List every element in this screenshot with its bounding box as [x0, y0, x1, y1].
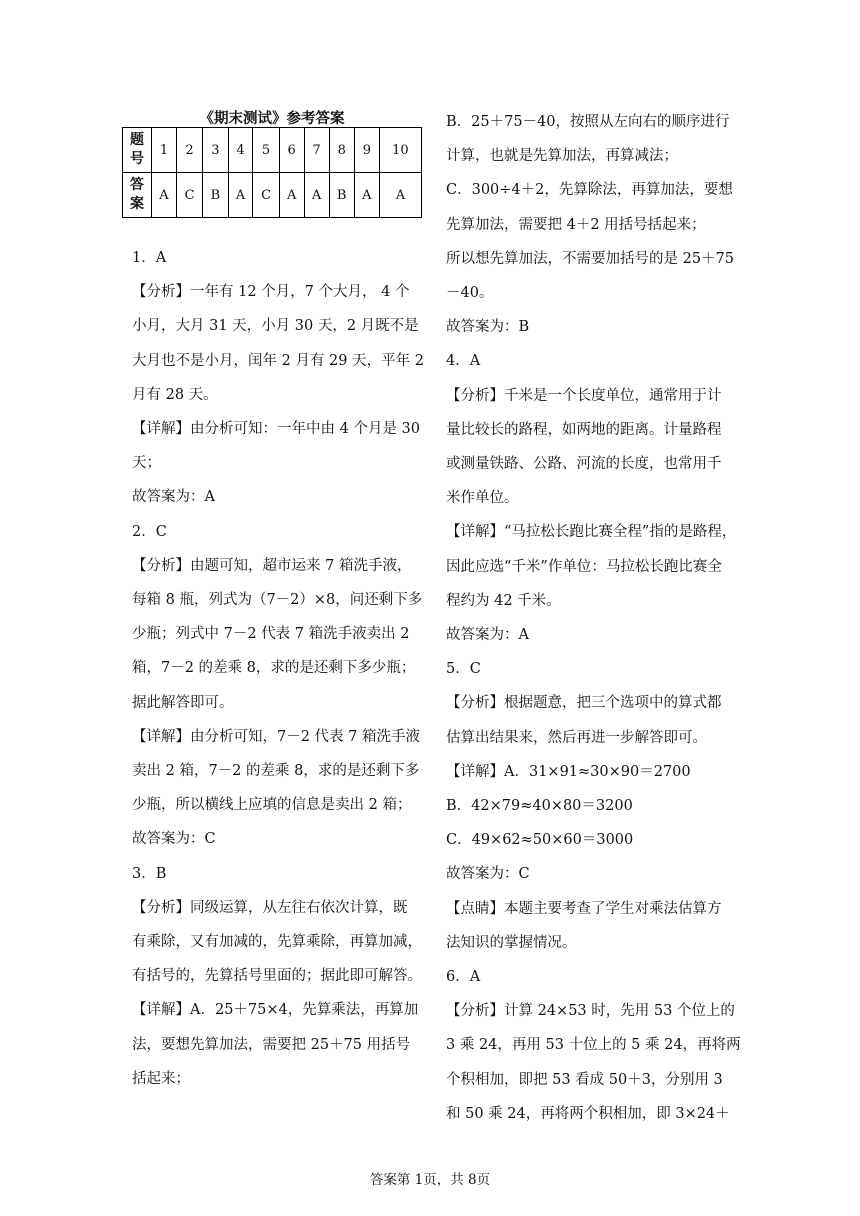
text-line: 【详解】由分析可知：一年中由 4 个月是 30	[132, 421, 421, 437]
text-line: 箱，7－2 的差乘 8，求的是还剩下多少瓶；	[132, 660, 416, 677]
text-line: C．49×62≈50×60＝3000	[446, 832, 634, 849]
text-line: 【分析】一年有 12 个月，7 个大月， 4 个	[132, 284, 410, 301]
text-line: 大月也不是小月，闰年 2 月有 29 天，平年 2	[132, 352, 424, 369]
question-number-cell: 9	[354, 128, 379, 173]
answer-table	[122, 127, 422, 218]
text-line: －40。	[446, 285, 494, 301]
text-line: 故答案为：C	[132, 831, 216, 848]
text-line: 米作单位。	[446, 490, 519, 507]
answer-cell: A	[304, 173, 329, 218]
answer-cell: A	[379, 173, 421, 218]
question-number-cell: 10	[379, 128, 421, 173]
text-line: 和 50 乘 24，再将两个积相加，即 3×24＋	[446, 1105, 730, 1122]
answer-cell: A	[279, 173, 304, 218]
text-line: 先算加法，需要把 4＋2 用括号括起来；	[446, 216, 706, 233]
answer-table-number-row	[123, 128, 422, 173]
answer-cell: A	[354, 173, 379, 218]
text-line: 法知识的掌握情况。	[446, 934, 577, 951]
answer-cell: B	[203, 173, 228, 218]
question-number-cell: 3	[203, 128, 228, 173]
text-line: 5．C	[446, 661, 481, 678]
text-line: 少瓶，所以横线上应填的信息是卖出 2 箱；	[132, 797, 412, 814]
question-number-cell: 5	[253, 128, 279, 173]
text-line: 程约为 42 千米。	[446, 592, 561, 609]
question-number-cell: 7	[304, 128, 329, 173]
text-line: 因此应选“千米”作单位：马拉松长跑比赛全	[446, 558, 722, 575]
text-line: 【分析】同级运算，从左往右依次计算，既	[132, 899, 408, 916]
text-line: 【详解】A．25＋75×4，先算乘法，再算加	[132, 1002, 419, 1019]
text-line: 【分析】计算 24×53 时，先用 53 个位上的	[446, 1003, 735, 1020]
question-number-cell: 2	[176, 128, 202, 173]
text-line: 【详解】A．31×91≈30×90＝2700	[446, 763, 691, 780]
answer-table-header-label: 题 号	[123, 128, 152, 173]
text-line: 2．C	[132, 523, 167, 540]
text-line: 月有 28 天。	[132, 386, 218, 403]
text-line: 所以想先算加法，不需要加括号的是 25＋75	[446, 250, 735, 267]
text-line: 有乘除，又有加减的，先算乘除，再算加减，	[132, 934, 422, 950]
text-line: 估算出结果来，然后再进一步解答即可。	[446, 729, 707, 746]
text-line: 个积相加，即把 53 看成 50＋3，分别用 3	[446, 1071, 723, 1088]
text-line: 【分析】由题可知，超市运来 7 箱洗手液，	[132, 557, 412, 574]
text-line: 有括号的，先算括号里面的；据此即可解答。	[132, 968, 422, 985]
question-number-cell: 4	[228, 128, 253, 173]
question-number-cell: 1	[152, 128, 177, 173]
text-line: 故答案为：A	[446, 627, 529, 643]
text-line: 量比较长的路程，如两地的距离。计量路程	[446, 421, 722, 438]
text-line: B．42×79≈40×80＝3200	[446, 798, 633, 814]
question-number-cell: 8	[329, 128, 354, 173]
text-line: 4．A	[446, 353, 481, 370]
text-line: 故答案为：B	[446, 319, 530, 336]
text-line: 3．B	[132, 865, 167, 882]
text-line: 【点睛】本题主要考查了学生对乘法估算方	[446, 900, 722, 917]
text-line: B．25＋75－40，按照从左向右的顺序进行	[446, 114, 730, 130]
text-line: 法，要想先算加法，需要把 25＋75 用括号	[132, 1036, 411, 1053]
answer-cell: B	[329, 173, 354, 218]
text-line: 【分析】根据题意，把三个选项中的算式都	[446, 695, 722, 712]
text-line: 括起来；	[132, 1070, 190, 1087]
text-line: 【分析】千米是一个长度单位，通常用于计	[446, 387, 722, 404]
page-title: 《期末测试》参考答案	[199, 110, 345, 127]
text-line: 小月，大月 31 天，小月 30 天，2 月既不是	[132, 318, 419, 335]
page-footer: 答案第 1页，共 8页	[369, 1172, 491, 1188]
text-line: 每箱 8 瓶，列式为（7－2）×8，问还剩下多	[132, 592, 423, 608]
text-line: 【详解】“马拉松长跑比赛全程”指的是路程，	[446, 524, 737, 541]
text-line: 或测量铁路、公路、河流的长度，也常用千	[446, 456, 722, 472]
text-line: 计算，也就是先算加法，再算减法；	[446, 148, 678, 165]
text-line: 故答案为：A	[132, 489, 215, 506]
text-line: 据此解答即可。	[132, 694, 234, 711]
text-line: 卖出 2 箱，7－2 的差乘 8，求的是还剩下多	[132, 763, 420, 779]
text-line: 天；	[132, 455, 161, 472]
question-number-cell: 6	[279, 128, 304, 173]
answer-table-answer-label: 答 案	[123, 173, 152, 218]
text-line: 6．A	[446, 969, 481, 985]
answer-table-answer-row	[123, 173, 422, 218]
text-line: 【详解】由分析可知，7－2 代表 7 箱洗手液	[132, 728, 421, 745]
answer-cell: A	[152, 173, 177, 218]
text-line: 1．A	[132, 250, 167, 266]
answer-cell: C	[253, 173, 279, 218]
text-line: C．300÷4＋2，先算除法，再算加法，要想	[446, 182, 733, 199]
text-line: 故答案为：C	[446, 866, 530, 883]
answer-cell: A	[228, 173, 253, 218]
text-line: 3 乘 24，再用 53 十位上的 5 乘 24，再将两	[446, 1037, 741, 1054]
text-line: 少瓶；列式中 7－2 代表 7 箱洗手液卖出 2	[132, 626, 410, 643]
answer-cell: C	[176, 173, 202, 218]
